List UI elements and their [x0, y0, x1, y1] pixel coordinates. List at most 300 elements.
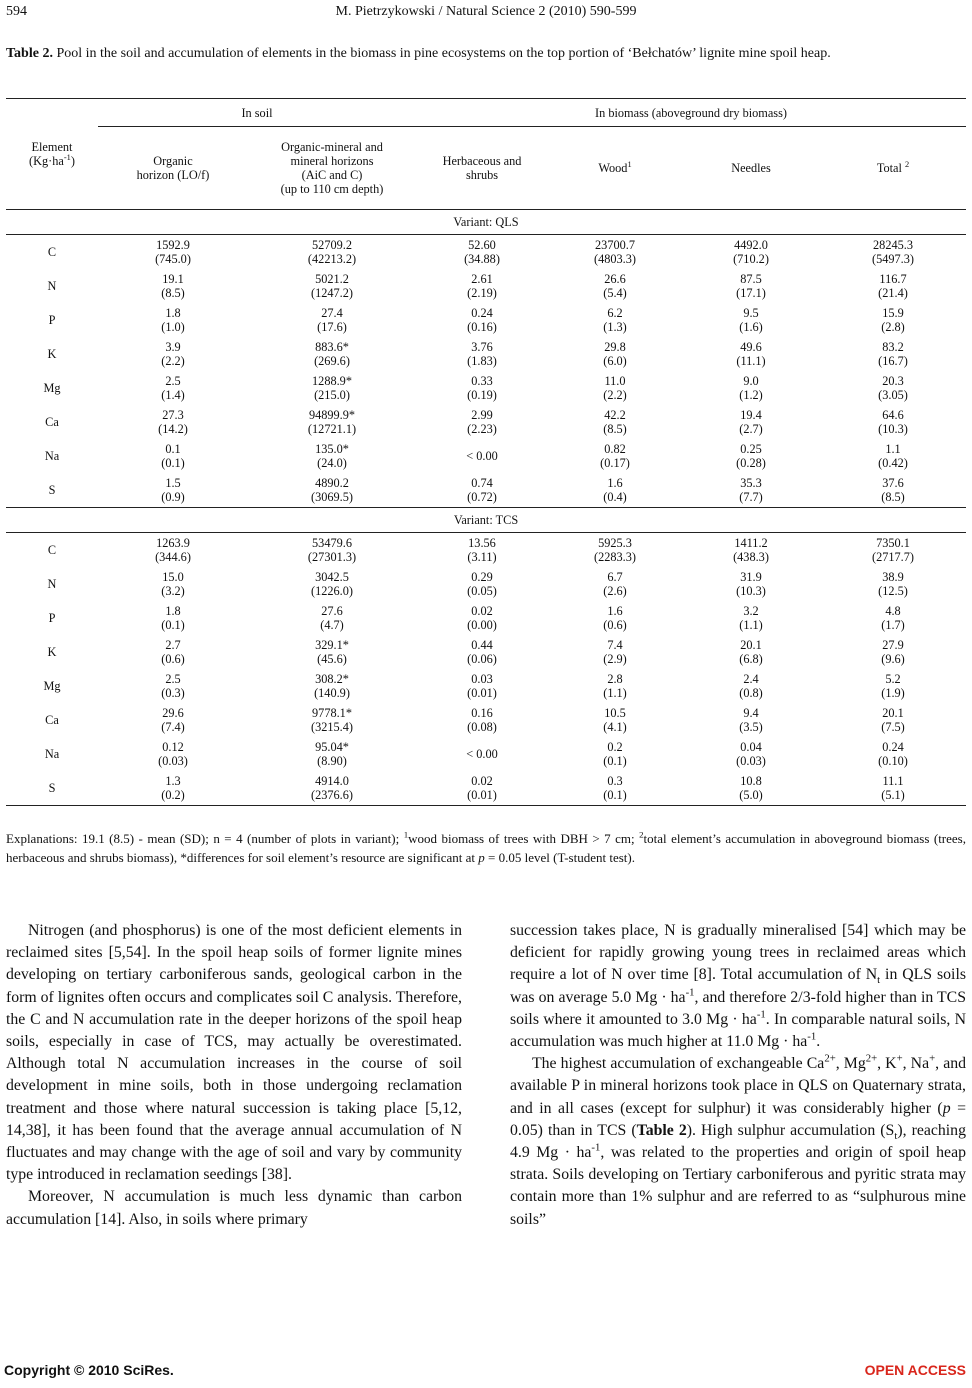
sd-value: (1.1): [739, 618, 763, 632]
mean-value: 0.44: [471, 638, 493, 652]
mean-value: 1.1: [885, 442, 901, 456]
mean-value: 5925.3: [598, 536, 632, 550]
mean-value: 2.4: [743, 672, 759, 686]
sd-value: (0.28): [736, 456, 766, 470]
element-header-unit: $(Kg\cdot ha^{-1})$: [29, 152, 75, 168]
mean-value: 27.6: [321, 604, 343, 618]
sd-value: (2.2): [603, 388, 627, 402]
value-cell: [820, 635, 966, 669]
value-cell: [248, 439, 416, 473]
sd-value: (10.3): [878, 422, 908, 436]
value-cell: [416, 737, 548, 771]
sd-value: (2.7): [739, 422, 763, 436]
sd-value: (34.88): [464, 252, 500, 266]
mean-value: 4890.2: [315, 476, 349, 490]
value-cell: [416, 337, 548, 371]
mean-value: 2.5: [165, 374, 181, 388]
mean-value: 3.9: [165, 340, 181, 354]
value-cell: [248, 269, 416, 303]
sd-value: (11.1): [736, 354, 766, 368]
value-cell: [820, 533, 966, 568]
sd-value: (3.11): [467, 550, 497, 564]
mean-value: 0.24: [471, 306, 493, 320]
value-cell: [820, 303, 966, 337]
sd-value: (4.7): [320, 618, 344, 632]
mean-value: 1.8: [165, 604, 181, 618]
mean-value: 52709.2: [312, 238, 352, 252]
value-cell: [416, 567, 548, 601]
value-cell: [548, 405, 682, 439]
value-cell: [248, 703, 416, 737]
value-cell: [98, 473, 248, 508]
mean-value: 38.9: [882, 570, 904, 584]
sd-value: (3.2): [161, 584, 185, 598]
value-cell: [682, 533, 820, 568]
sd-value: (21.4): [878, 286, 908, 300]
mean-value: 20.1: [882, 706, 904, 720]
mean-value: 5.2: [885, 672, 901, 686]
mean-value: 1263.9: [156, 536, 190, 550]
value-cell: [416, 371, 548, 405]
value-cell: [548, 473, 682, 508]
mean-value: 0.25: [740, 442, 762, 456]
element-cell: Na: [44, 747, 60, 761]
table-row: [6, 703, 966, 737]
table-reference-link[interactable]: Table 2: [636, 1121, 687, 1139]
mean-value: 19.1: [162, 272, 184, 286]
sd-value: (42213.2): [307, 252, 357, 266]
footer-open-access: OPEN ACCESS: [864, 1362, 966, 1378]
mean-value: 2.8: [607, 672, 623, 686]
value-cell: [98, 439, 248, 473]
variant-qls-label: Variant: QLS: [6, 210, 966, 235]
table-row: [6, 635, 966, 669]
col-mineral-horizons: Organic-mineral and mineral horizons (AiC and C) (up to 110 cm depth): [280, 140, 384, 196]
mean-value: 10.5: [604, 706, 626, 720]
sd-value: (5.0): [739, 788, 763, 802]
sd-value: (0.00): [467, 618, 497, 632]
sd-value: (0.03): [158, 754, 188, 768]
sd-value: (17.1): [736, 286, 766, 300]
sd-value: (0.16): [467, 320, 497, 334]
sd-value: (0.4): [603, 490, 627, 504]
mean-value: 52.60: [468, 238, 496, 252]
mean-value: 0.02: [471, 774, 493, 788]
value-cell: [98, 737, 248, 771]
mean-value: 26.6: [604, 272, 626, 286]
mean-value: 94899.9*: [308, 408, 356, 422]
mean-value: 11.1: [882, 774, 904, 788]
value-cell: [682, 269, 820, 303]
variant-tcs-label: Variant: TCS: [6, 508, 966, 533]
value-cell: [548, 235, 682, 270]
sd-value: (2283.3): [593, 550, 636, 564]
table-row: [6, 533, 966, 568]
sd-value: (12.5): [878, 584, 908, 598]
col-organic-horizon: Organic horizon (LO/f): [136, 154, 210, 182]
mean-value: 1.6: [607, 604, 623, 618]
sd-value: (1.1): [603, 686, 627, 700]
value-cell: [248, 371, 416, 405]
mean-value: 20.3: [882, 374, 904, 388]
mean-value: 1.3: [165, 774, 181, 788]
group-in-soil: In soil: [98, 99, 416, 127]
mean-value: 29.6: [162, 706, 184, 720]
value-cell: [548, 303, 682, 337]
mean-value: 2.61: [471, 272, 493, 286]
mean-value: 7350.1: [876, 536, 910, 550]
value-cell: [548, 337, 682, 371]
table-row: [6, 473, 966, 508]
element-cell: K: [47, 347, 57, 361]
mean-value: 27.9: [882, 638, 904, 652]
col-total: Total $^2$: [876, 159, 910, 175]
value-cell: [682, 235, 820, 270]
mean-value: 7.4: [607, 638, 623, 652]
mean-value: 35.3: [740, 476, 762, 490]
value-cell: [248, 303, 416, 337]
table-explanations: Explanations: 19.1 (8.5) - mean (SD); n = 4 (number of plots in variant); $^1$wood biomass of trees with DBH > 7 cm; $^2$total element’s accumulation in aboveground biomass (trees, herbaceous and shrubs biomass), *differences for soil element’s resource are significant at p = 0.05 level (T-student test).: [6, 829, 966, 865]
value-cell: [416, 669, 548, 703]
sd-value: (10.3): [736, 584, 766, 598]
value-cell: [98, 269, 248, 303]
value-cell: [98, 371, 248, 405]
element-cell: K: [47, 645, 57, 659]
sd-value: (6.8): [739, 652, 763, 666]
value-cell: [820, 269, 966, 303]
value-cell: [682, 337, 820, 371]
sd-value: (24.0): [317, 456, 347, 470]
value-cell: [248, 601, 416, 635]
value-cell: [416, 473, 548, 508]
value-cell: [98, 669, 248, 703]
mean-value: 0.03: [471, 672, 493, 686]
sd-value: (5497.3): [871, 252, 914, 266]
mean-value: 2.7: [165, 638, 181, 652]
sd-value: (0.6): [161, 652, 185, 666]
mean-value: 883.6*: [315, 340, 349, 354]
sd-value: (7.5): [881, 720, 905, 734]
value-cell: [416, 439, 548, 473]
mean-value: 64.6: [882, 408, 904, 422]
mean-value: 9.0: [743, 374, 759, 388]
mean-value: 29.8: [604, 340, 626, 354]
mean-value: 42.2: [604, 408, 626, 422]
sd-value: (3069.5): [310, 490, 353, 504]
value-cell: [820, 371, 966, 405]
mean-value: 9.5: [743, 306, 759, 320]
mean-value: 3042.5: [315, 570, 349, 584]
sd-value: (0.08): [467, 720, 497, 734]
sd-value: (2.8): [881, 320, 905, 334]
sd-value: (1.83): [467, 354, 497, 368]
value-cell: [682, 737, 820, 771]
mean-value: 87.5: [740, 272, 762, 286]
mean-value: 116.7: [879, 272, 907, 286]
sd-value: (0.72): [467, 490, 497, 504]
value-cell: [416, 269, 548, 303]
value-cell: [548, 269, 682, 303]
mean-value: 19.4: [740, 408, 762, 422]
value-cell: [682, 601, 820, 635]
value-cell: [98, 337, 248, 371]
mean-value: 27.3: [162, 408, 184, 422]
value-cell: [682, 303, 820, 337]
element-cell: P: [48, 313, 56, 327]
mean-value: 1592.9: [156, 238, 190, 252]
mean-value: 0.04: [740, 740, 762, 754]
sd-value: (2717.7): [871, 550, 914, 564]
value-cell: [548, 669, 682, 703]
value-cell: [682, 635, 820, 669]
table-row: [6, 567, 966, 601]
sd-value: (0.42): [878, 456, 908, 470]
table-label: Table 2.: [6, 46, 53, 61]
mean-value: 3.76: [471, 340, 493, 354]
sd-value: (0.1): [603, 754, 627, 768]
sd-value: (1.9): [881, 686, 905, 700]
mean-value: < 0.00: [466, 747, 498, 761]
value-cell: [682, 371, 820, 405]
value-cell: [248, 669, 416, 703]
value-cell: [682, 703, 820, 737]
mean-value: 0.16: [471, 706, 493, 720]
value-cell: [248, 635, 416, 669]
sd-value: (17.6): [317, 320, 347, 334]
mean-value: 15.9: [882, 306, 904, 320]
value-cell: [98, 533, 248, 568]
mean-value: 0.74: [471, 476, 493, 490]
element-cell: N: [47, 279, 57, 293]
value-cell: [820, 567, 966, 601]
paragraph: Moreover, N accumulation is much less dynamic than carbon accumulation [14]. Also, in soils where primary: [6, 1188, 462, 1228]
value-cell: [98, 235, 248, 270]
element-cell: S: [6, 771, 98, 806]
element-cell: S: [6, 473, 98, 508]
table-row: [6, 669, 966, 703]
sd-value: (0.6): [603, 618, 627, 632]
value-cell: [248, 405, 416, 439]
value-cell: [548, 635, 682, 669]
value-cell: [682, 473, 820, 508]
element-cell: C: [47, 245, 57, 259]
mean-value: 53479.6: [312, 536, 352, 550]
sd-value: (27301.3): [307, 550, 357, 564]
table-caption-text: Pool in the soil and accumulation of elements in the biomass in pine ecosystems on the top portion of ‘Bełchatów’ lignite mine spoil heap.: [52, 46, 831, 61]
tcs-rows: [6, 533, 966, 806]
sd-value: (12721.1): [307, 422, 357, 436]
sd-value: (3.5): [739, 720, 763, 734]
mean-value: 11.0: [604, 374, 626, 388]
mean-value: 0.82: [604, 442, 626, 456]
value-cell: [248, 533, 416, 568]
sd-value: (0.05): [467, 584, 497, 598]
sd-value: (140.9): [314, 686, 350, 700]
value-cell: [416, 235, 548, 270]
sd-value: (9.6): [881, 652, 905, 666]
mean-value: 27.4: [321, 306, 343, 320]
value-cell: [682, 771, 820, 806]
element-cell: Na: [44, 449, 60, 463]
sd-value: (8.5): [881, 490, 905, 504]
element-cell: Ca: [45, 713, 59, 727]
value-cell: [548, 601, 682, 635]
sd-value: (0.19): [467, 388, 497, 402]
value-cell: [820, 669, 966, 703]
mean-value: < 0.00: [466, 449, 498, 463]
mean-value: 0.1: [165, 442, 181, 456]
value-cell: [548, 533, 682, 568]
mean-value: 9.4: [743, 706, 759, 720]
mean-value: 83.2: [882, 340, 904, 354]
value-cell: [682, 439, 820, 473]
mean-value: 4914.0: [315, 774, 349, 788]
value-cell: [820, 405, 966, 439]
element-cell: C: [47, 543, 57, 557]
col-wood: Wood$^1$: [598, 159, 632, 175]
sd-value: (344.6): [155, 550, 191, 564]
mean-value: 49.6: [740, 340, 762, 354]
value-cell: [98, 771, 248, 806]
sd-value: (2.19): [467, 286, 497, 300]
value-cell: [416, 533, 548, 568]
mean-value: 1.8: [165, 306, 181, 320]
value-cell: [820, 601, 966, 635]
mean-value: 4.8: [885, 604, 901, 618]
table-row: [6, 337, 966, 371]
mean-value: 31.9: [740, 570, 762, 584]
value-cell: [98, 703, 248, 737]
mean-value: 329.1*: [315, 638, 349, 652]
sd-value: (745.0): [155, 252, 191, 266]
value-cell: [820, 737, 966, 771]
footer-copyright: Copyright © 2010 SciRes.: [4, 1362, 174, 1378]
mean-value: 5021.2: [315, 272, 349, 286]
running-head: M. Pietrzykowski / Natural Science 2 (2010) 590-599: [335, 4, 637, 19]
sd-value: (0.1): [603, 788, 627, 802]
sd-value: (2.2): [161, 354, 185, 368]
mean-value: 23700.7: [595, 238, 635, 252]
value-cell: [820, 439, 966, 473]
element-header-label: Element: [31, 140, 73, 154]
data-table: [6, 98, 966, 806]
sd-value: (1.6): [739, 320, 763, 334]
sd-value: (7.7): [739, 490, 763, 504]
sd-value: (16.7): [878, 354, 908, 368]
sd-value: (4.1): [603, 720, 627, 734]
value-cell: [548, 703, 682, 737]
page-number: 594: [6, 4, 27, 19]
mean-value: 135.0*: [315, 442, 349, 456]
sd-value: (2.23): [467, 422, 497, 436]
value-cell: [416, 771, 548, 806]
col-herbaceous-shrubs: Herbaceous and shrubs: [442, 154, 522, 182]
sd-value: (3.05): [878, 388, 908, 402]
value-cell: [248, 337, 416, 371]
value-cell: [416, 303, 548, 337]
mean-value: 4492.0: [734, 238, 768, 252]
group-in-biomass: In biomass (aboveground dry biomass): [416, 99, 966, 127]
value-cell: [820, 771, 966, 806]
value-cell: [820, 703, 966, 737]
element-cell: N: [47, 577, 57, 591]
value-cell: [248, 737, 416, 771]
sd-value: (2376.6): [310, 788, 353, 802]
sd-value: (0.2): [161, 788, 185, 802]
mean-value: 10.8: [740, 774, 762, 788]
table-row: [6, 269, 966, 303]
value-cell: [98, 567, 248, 601]
value-cell: [820, 473, 966, 508]
table-row: [6, 601, 966, 635]
paragraph: The highest accumulation of exchangeable $Ca^{2+}$, $Mg^{2+}$, K+, Na+, and available P in mineral horizons took place in QLS on Quaternary strata, and in all cases (except for sulphur) it was considerably higher (p = 0.05) than in TCS (Table 2). High sulphur accumulation $(S_t)$, reaching 4.9 $Mg \cdot ha^{-1}$, was related to the properties and origin of spoil heap strata. Soils developing on Tertiary carboniferous and pyritic strata may contain more than 1% sulphur and are referred to as “sulphurous mine soils”: [510, 1052, 967, 1228]
sd-value: (0.03): [736, 754, 766, 768]
value-cell: [548, 439, 682, 473]
element-cell: P: [48, 611, 56, 625]
element-cell: Mg: [43, 679, 61, 693]
sd-value: (269.6): [314, 354, 350, 368]
value-cell: [248, 473, 416, 508]
mean-value: 1.5: [165, 476, 181, 490]
col-needles: Needles: [731, 161, 771, 175]
value-cell: [98, 303, 248, 337]
sd-value: (7.4): [161, 720, 185, 734]
value-cell: [548, 771, 682, 806]
sd-value: (0.3): [161, 686, 185, 700]
table-caption: [6, 44, 966, 63]
sd-value: (14.2): [158, 422, 188, 436]
sd-value: (0.1): [161, 618, 185, 632]
mean-value: 13.56: [468, 536, 496, 550]
body-column-right: [510, 920, 966, 1231]
mean-value: 15.0: [162, 570, 184, 584]
mean-value: 0.12: [162, 740, 184, 754]
sd-value: (0.1): [161, 456, 185, 470]
value-cell: [98, 601, 248, 635]
table-row: [6, 737, 966, 771]
mean-value: 0.02: [471, 604, 493, 618]
qls-rows: [6, 235, 966, 508]
sd-value: (8.90): [317, 754, 347, 768]
mean-value: 1288.9*: [312, 374, 352, 388]
mean-value: 2.5: [165, 672, 181, 686]
sd-value: (8.5): [603, 422, 627, 436]
sd-value: (1.4): [161, 388, 185, 402]
sd-value: (8.5): [161, 286, 185, 300]
mean-value: 0.2: [607, 740, 623, 754]
mean-value: 20.1: [740, 638, 762, 652]
value-cell: [416, 601, 548, 635]
sd-value: (0.06): [467, 652, 497, 666]
sd-value: (5.1): [881, 788, 905, 802]
sd-value: (215.0): [314, 388, 350, 402]
mean-value: 0.3: [607, 774, 623, 788]
table-row: [6, 439, 966, 473]
mean-value: 9778.1*: [312, 706, 352, 720]
sd-value: (0.9): [161, 490, 185, 504]
sd-value: (5.4): [603, 286, 627, 300]
value-cell: [548, 371, 682, 405]
sd-value: (2.9): [603, 652, 627, 666]
sd-value: (4803.3): [593, 252, 636, 266]
value-cell: [682, 669, 820, 703]
mean-value: 2.99: [471, 408, 493, 422]
sd-value: (3215.4): [310, 720, 353, 734]
mean-value: 0.29: [471, 570, 493, 584]
value-cell: [820, 337, 966, 371]
sd-value: (2.6): [603, 584, 627, 598]
sd-value: (1.2): [739, 388, 763, 402]
